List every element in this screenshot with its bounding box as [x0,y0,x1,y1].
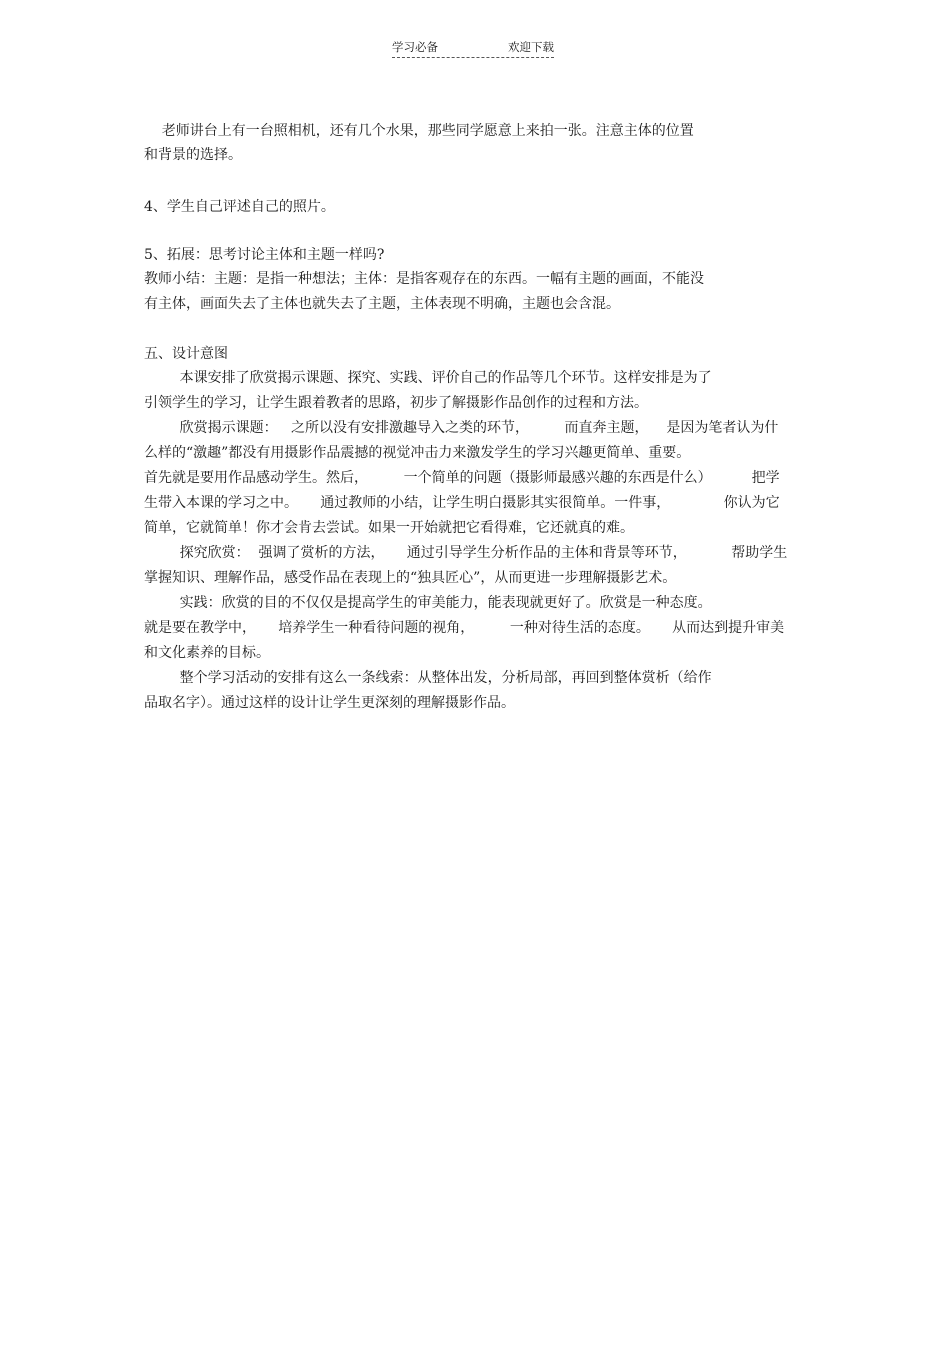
text-line: 探究欣赏： 强调了赏析的方法， 通过引导学生分析作品的主体和背景等环节， 帮助学生 [144,545,788,561]
text-line: 生带入本课的学习之中。 通过教师的小结，让学生明白摄影其实很简单。一件事， 你认为它 [144,495,780,511]
header-right-text: 欢迎下载 [508,40,554,54]
text-line: 品取名字）。通过这样的设计让学生更深刻的理解摄影作品。 [144,695,515,711]
text-line: 和文化素养的目标。 [144,645,270,661]
page-header [392,39,554,58]
text-line: 和背景的选择。 [144,147,242,163]
text-line: 首先就是要用作品感动学生。然后， 一个简单的问题（摄影师最感兴趣的东西是什么） 把学 [144,470,780,486]
text-line: 整个学习活动的安排有这么一条线索：从整体出发，分析局部，再回到整体赏析（给作 [144,670,712,686]
text-line: 掌握知识、理解作品，感受作品在表现上的“独具匠心”，从而更进一步理解摄影艺术。 [144,570,677,586]
text-line: 简单，它就简单！你才会肯去尝试。如果一开始就把它看得难，它还就真的难。 [144,520,634,536]
text-line: 么样的“激趣”都没有用摄影作品震撼的视觉冲击力来激发学生的学习兴趣更简单、重要。 [144,445,691,461]
text-line: 老师讲台上有一台照相机，还有几个水果，那些同学愿意上来拍一张。注意主体的位置 [144,123,694,139]
text-line: 实践：欣赏的目的不仅仅是提高学生的审美能力，能表现就更好了。欣赏是一种态度。 [144,595,712,611]
text-line: 4、学生自己评述自己的照片。 [144,199,335,215]
text-line: 就是要在教学中， 培养学生一种看待问题的视角， 一种对待生活的态度。 从而达到提升审美 [144,620,785,636]
text-line: 有主体，画面失去了主体也就失去了主题，主体表现不明确，主题也会含混。 [144,296,620,312]
text-line: 本课安排了欣赏揭示课题、探究、实践、评价自己的作品等几个环节。这样安排是为了 [144,370,712,386]
header-left-text: 学习必备 [392,40,438,54]
text-line: 欣赏揭示课题： 之所以没有安排激趣导入之类的环节， 而直奔主题， 是因为笔者认为什 [144,420,779,436]
text-line: 引领学生的学习，让学生跟着教者的思路，初步了解摄影作品创作的过程和方法。 [144,395,648,411]
text-line: 五、设计意图 [144,346,228,362]
text-line: 教师小结：主题：是指一种想法；主体：是指客观存在的东西。一幅有主题的画面，不能没 [144,271,704,287]
text-line: 5、拓展：思考讨论主体和主题一样吗? [144,247,385,263]
